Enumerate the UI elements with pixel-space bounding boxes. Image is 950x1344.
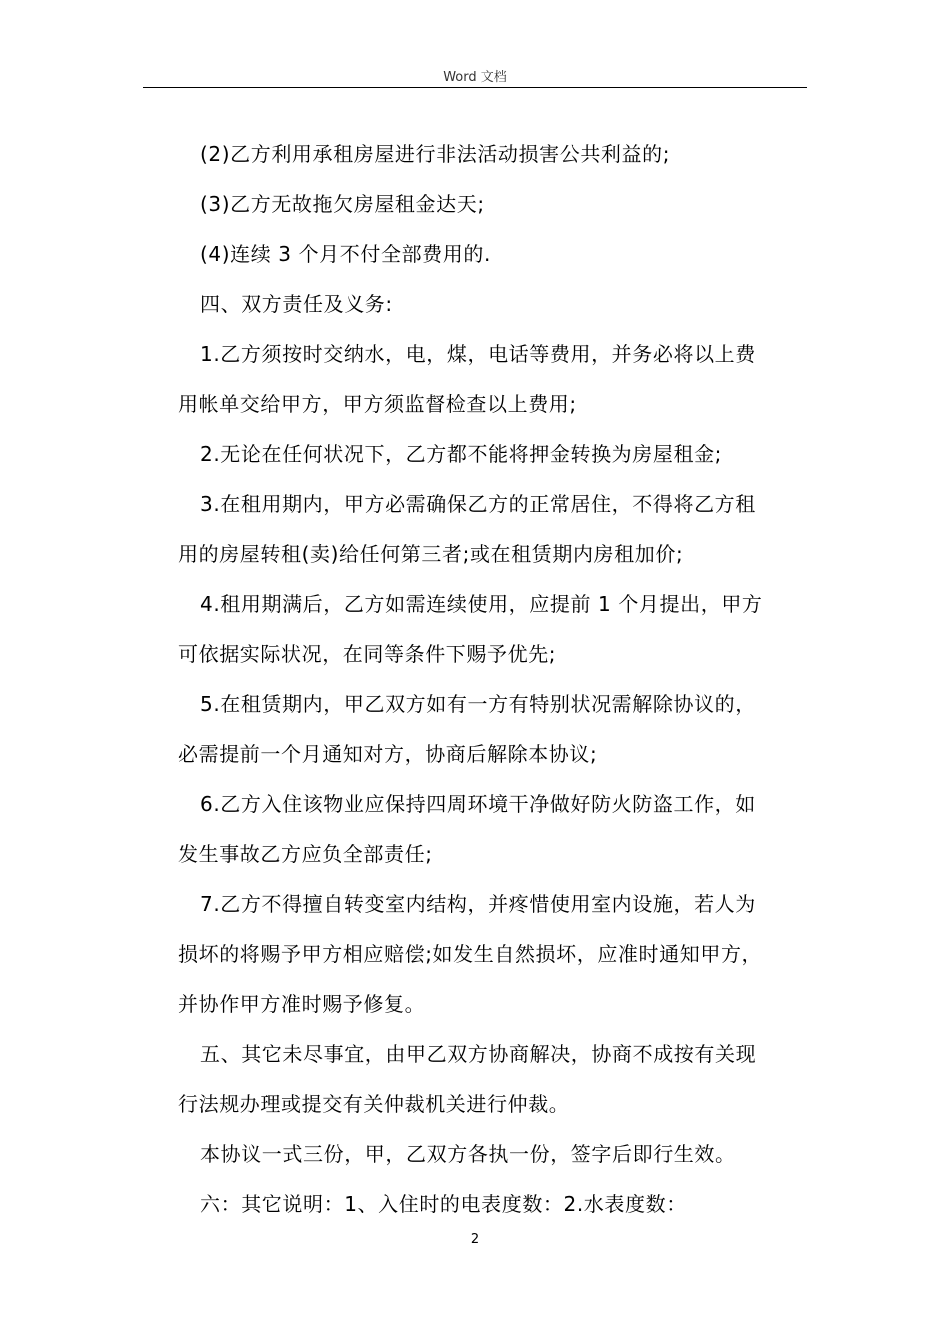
paragraph-line: 五、其它未尽事宜，由甲乙双方协商解决，协商不成按有关现 xyxy=(200,1042,757,1066)
paragraph-line: 并协作甲方准时赐予修复。 xyxy=(178,992,426,1016)
paragraph-line: 1.乙方须按时交纳水，电，煤，电话等费用，并务必将以上费 xyxy=(200,342,756,366)
page-number: 2 xyxy=(470,1232,480,1247)
document-body xyxy=(178,129,808,1229)
document-paragraph xyxy=(178,1129,808,1179)
paragraph-line: 7.乙方不得擅自转变室内结构，并疼惜使用室内设施，若人为 xyxy=(200,892,756,916)
document-paragraph xyxy=(178,679,808,779)
paragraph-line: 行法规办理或提交有关仲裁机关进行仲裁。 xyxy=(178,1092,570,1116)
paragraph-line: 3.在租用期内，甲方必需确保乙方的正常居住，不得将乙方租 xyxy=(200,492,756,516)
document-paragraph xyxy=(178,1179,808,1229)
paragraph-line: 6.乙方入住该物业应保持四周环境干净做好防火防盗工作，如 xyxy=(200,792,756,816)
document-paragraph xyxy=(178,329,808,429)
paragraph-line: 用帐单交给甲方，甲方须监督检查以上费用; xyxy=(178,392,577,416)
paragraph-line: 损坏的将赐予甲方相应赔偿;如发生自然损坏，应准时通知甲方， xyxy=(178,942,763,966)
document-paragraph xyxy=(178,229,808,279)
paragraph-line: 必需提前一个月通知对方，协商后解除本协议; xyxy=(178,742,598,766)
paragraph-line: (2)乙方利用承租房屋进行非法活动损害公共利益的; xyxy=(200,142,671,166)
header-divider xyxy=(143,87,807,88)
document-paragraph xyxy=(178,579,808,679)
paragraph-line: 5.在租赁期内，甲乙双方如有一方有特别状况需解除协议的， xyxy=(200,692,756,716)
paragraph-line: 发生事故乙方应负全部责任; xyxy=(178,842,433,866)
page-header-title: Word 文档 xyxy=(443,70,507,85)
document-paragraph xyxy=(178,779,808,879)
paragraph-line: 4.租用期满后，乙方如需连续使用，应提前 1 个月提出，甲方 xyxy=(200,592,763,616)
paragraph-line: 四、双方责任及义务: xyxy=(200,292,393,316)
paragraph-line: 可依据实际状况，在同等条件下赐予优先; xyxy=(178,642,557,666)
paragraph-line: (4)连续 3 个月不付全部费用的. xyxy=(200,242,491,266)
paragraph-line: 2.无论在任何状况下，乙方都不能将押金转换为房屋租金; xyxy=(200,442,723,466)
paragraph-line: 六：其它说明：1、入住时的电表度数：2.水表度数： xyxy=(200,1192,687,1216)
paragraph-line: (3)乙方无故拖欠房屋租金达天; xyxy=(200,192,485,216)
document-paragraph xyxy=(178,479,808,579)
document-paragraph xyxy=(178,429,808,479)
document-paragraph xyxy=(178,1029,808,1129)
document-paragraph xyxy=(178,179,808,229)
document-paragraph xyxy=(178,129,808,179)
paragraph-line: 本协议一式三份，甲，乙双方各执一份，签字后即行生效。 xyxy=(200,1142,736,1166)
paragraph-line: 用的房屋转租(卖)给任何第三者;或在租赁期内房租加价; xyxy=(178,542,684,566)
document-paragraph xyxy=(178,879,808,1029)
document-paragraph xyxy=(178,279,808,329)
